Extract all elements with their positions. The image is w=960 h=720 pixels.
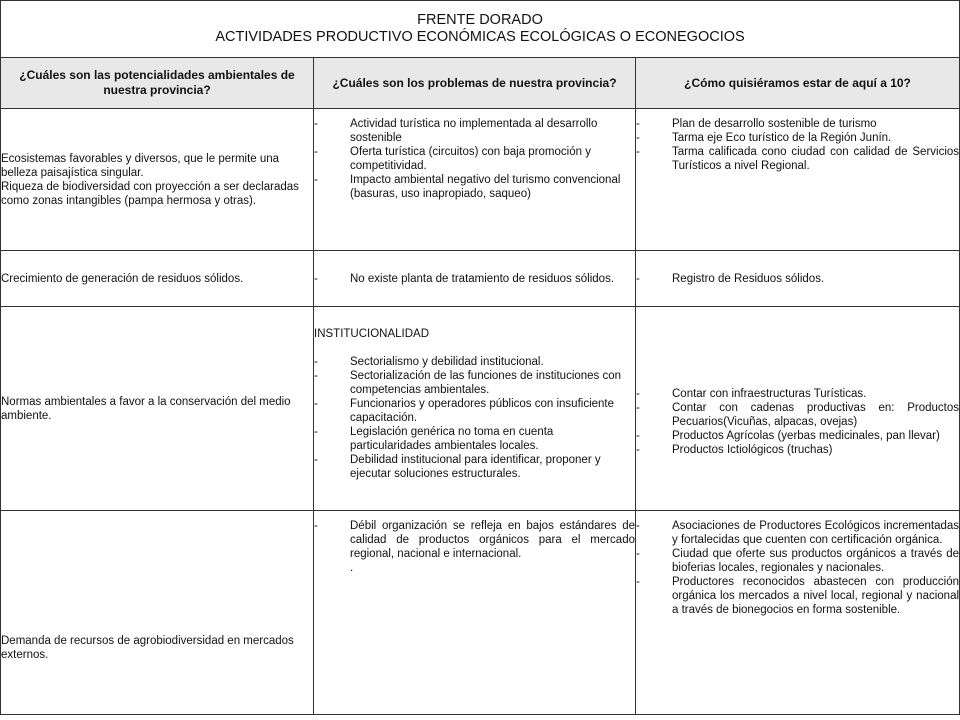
- header-problemas: ¿Cuáles son los problemas de nuestra provincia?: [314, 58, 636, 109]
- potencialidad-text: Crecimiento de generación de residuos sólidos.: [1, 272, 244, 285]
- trailing-dot: .: [350, 562, 354, 574]
- problemas-list: [314, 272, 635, 286]
- potencialidad-text: Normas ambientales a favor a la conservación del medio ambiente.: [1, 395, 291, 422]
- vision-list: [636, 519, 959, 617]
- problemas-list: [314, 355, 635, 481]
- list-item: - Tarma eje Eco turístico de la Región Junín.: [636, 132, 892, 144]
- list-item: - Sectorialización de las funciones de instituciones con competencias ambientales.: [314, 370, 622, 396]
- list-item: [314, 561, 635, 575]
- vision-cell: [636, 251, 960, 307]
- potencialidad-text: Riqueza de biodiversidad con proyección a ser declaradas como zonas intangibles (pampa hermosa y otras).: [1, 180, 299, 207]
- list-item: - Productos Ictiológicos (truchas): [636, 443, 833, 456]
- list-item: - Funcionarios y operadores públicos con insuficiente capacitación.: [314, 398, 615, 424]
- list-item: - Débil organización se refleja en bajos estándares de calidad de productos orgánicos para el mercado regional, nacional e internacional.: [314, 520, 635, 560]
- list-item: - Actividad turística no implementada al desarrollo sostenible: [314, 118, 598, 144]
- problemas-cell: [314, 251, 636, 307]
- potencialidad-cell: [1, 307, 314, 511]
- list-item: - No existe planta de tratamiento de residuos sólidos.: [314, 272, 615, 285]
- list-item: - Contar con cadenas productivas en: Productos Pecuarios(Vicuñas, alpacas, ovejas): [636, 401, 960, 428]
- potencialidad-cell: [1, 109, 314, 251]
- title-cell: [1, 1, 960, 58]
- list-item: - Ciudad que oferte sus productos orgánicos a través de bioferias locales, regionales y nacionales.: [636, 548, 960, 574]
- header-potencialidades: ¿Cuáles son las potencialidades ambientales de nuestra provincia?: [1, 58, 314, 109]
- vision-cell: [636, 511, 960, 715]
- vision-cell: [636, 307, 960, 511]
- list-item: - Tarma calificada cono ciudad con calidad de Servicios Turísticos a nivel Regional.: [636, 146, 960, 172]
- vision-cell: [636, 109, 960, 251]
- list-item: - Contar con infraestructuras Turísticas.: [636, 387, 867, 400]
- list-item: - Productores reconocidos abastecen con producción orgánica los mercados a nivel local, regional y nacional a través de bionegocios en forma sostenible.: [636, 576, 960, 616]
- list-item: - Productos Agrícolas (yerbas medicinales, pan llevar): [636, 429, 940, 442]
- list-item: - Registro de Residuos sólidos.: [636, 272, 825, 285]
- problemas-list: [314, 117, 635, 201]
- potencialidad-text: Ecosistemas favorables y diversos, que le permite una belleza paisajística singular.: [1, 152, 280, 179]
- list-item: - Impacto ambiental negativo del turismo convencional (basuras, uso inapropiado, saqueo): [314, 174, 621, 200]
- problemas-cell: [314, 511, 636, 715]
- title-line-2: ACTIVIDADES PRODUCTIVO ECONÓMICAS ECOLÓGICAS O ECONEGOCIOS: [215, 29, 745, 45]
- problemas-cell: [314, 109, 636, 251]
- potencialidad-text: Demanda de recursos de agrobiodiversidad en mercados externos.: [1, 634, 294, 661]
- table-row: [1, 251, 960, 307]
- list-item: - Legislación genérica no toma en cuenta particularidades ambientales locales.: [314, 426, 554, 452]
- list-item: - Debilidad institucional para identificar, proponer y ejecutar soluciones estructurales.: [314, 454, 601, 480]
- problemas-list: [314, 519, 635, 575]
- title-line-1: FRENTE DORADO: [417, 12, 543, 28]
- list-item: - Asociaciones de Productores Ecológicos incrementadas y fortalecidas que cuenten con certificación orgánica.: [636, 520, 960, 546]
- list-item: - Oferta turística (circuitos) con baja promoción y competitividad.: [314, 146, 591, 172]
- table-row: [1, 307, 960, 511]
- list-item: - Plan de desarrollo sostenible de turismo: [636, 118, 877, 130]
- header-vision: ¿Cómo quisiéramos estar de aquí a 10?: [636, 58, 960, 109]
- vision-list: [636, 117, 959, 173]
- problemas-cell: [314, 307, 636, 511]
- potencialidad-cell: [1, 251, 314, 307]
- list-item: - Sectorialismo y debilidad institucional.: [314, 356, 544, 368]
- table-row: [1, 511, 960, 715]
- table-row: [1, 109, 960, 251]
- problemas-heading: INSTITUCIONALIDAD: [314, 328, 430, 340]
- vision-list: [636, 387, 959, 457]
- vision-list: [636, 272, 959, 286]
- potencialidad-cell: [1, 511, 314, 715]
